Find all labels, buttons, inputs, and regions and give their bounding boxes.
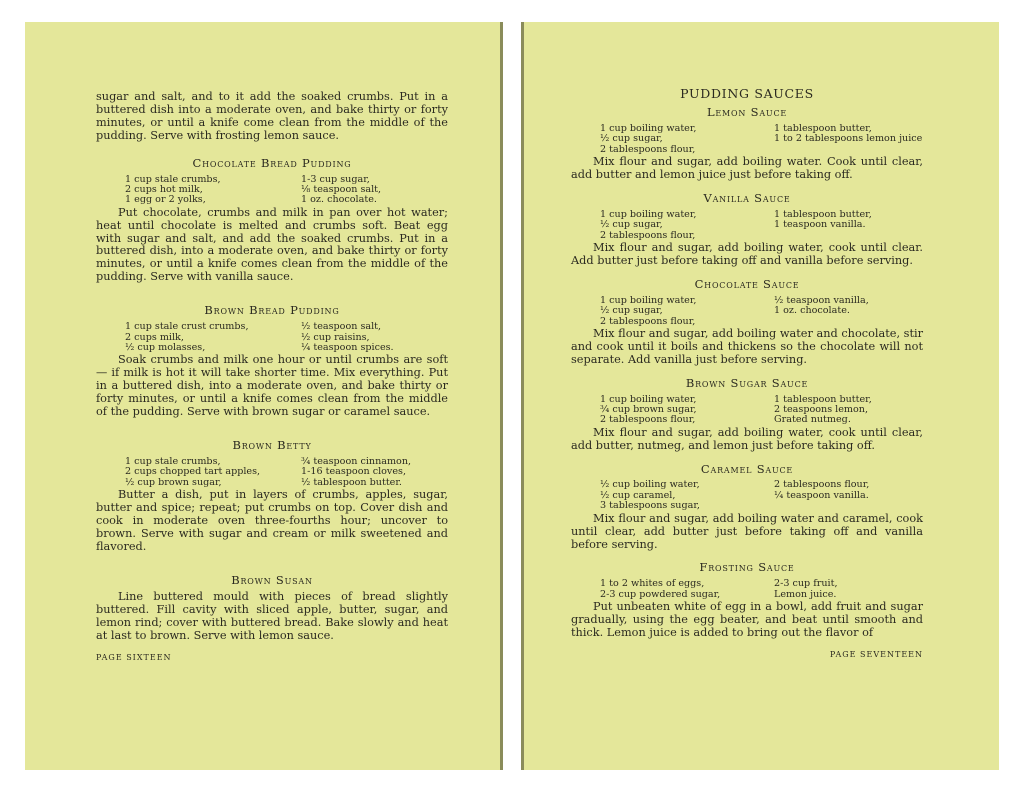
recipe-directions: Put unbeaten white of egg in a bowl, add fruit and sugar gradually, using the egg beater, and beat until smooth and thick. Lemon juice is added to bring out the flavor of: [571, 600, 923, 639]
ingredient: Lemon juice.: [774, 588, 837, 600]
recipe-directions: Soak crumbs and milk one hour or until crumbs are soft — if milk is hot it will take shorter time. Mix everything. Put in a buttered dish, into a moderate oven, and bake thirty or forty minutes, or until a knife comes clean from the middle of the pudding. Serve with brown sugar or caramel sauce.: [96, 353, 448, 418]
right-page: [521, 22, 999, 770]
ingredient: 2 tablespoons flour,: [600, 414, 696, 426]
recipe-chocolate-sauce: [571, 278, 923, 367]
ingredient-list: [571, 124, 923, 155]
ingredient: [774, 231, 923, 241]
recipe-title: Brown Betty: [232, 437, 312, 452]
ingredient: 1 oz. chocolate.: [774, 305, 850, 317]
ingredient: ½ teaspoon salt,: [301, 321, 382, 333]
page-number: PAGE SIXTEEN: [96, 653, 172, 663]
recipe-directions: Line buttered mould with pieces of bread slightly buttered. Fill cavity with sliced apple, butter, sugar, and lemon rind; cover with buttered bread. Bake slowly and heat at last to brown. Serve with lemon sauce.: [96, 590, 448, 643]
ingredient: ¼ teaspoon spices.: [301, 341, 394, 353]
left-page-column: [96, 91, 448, 665]
ingredient: 2 tablespoons flour,: [600, 315, 696, 327]
ingredient: ½ cup molasses,: [125, 341, 206, 353]
recipe-brown-sugar-sauce: [571, 377, 923, 453]
ingredient: 1 cup stale crust crumbs,: [125, 321, 249, 333]
ingredient: 3 tablespoons sugar,: [600, 500, 700, 512]
ingredient: 1 teaspoon vanilla.: [774, 219, 866, 231]
intro-paragraph: sugar and salt, and to it add the soaked crumbs. Put in a buttered dish into a moderate oven, and bake thirty or forty minutes, or until a knife come clean from the middle of the pudding. Serve with frosting lemon sauce.: [96, 90, 448, 142]
recipe-title: Brown Bread Pudding: [204, 303, 340, 318]
ingredient-list: [96, 175, 448, 206]
recipe-directions: Mix flour and sugar, add boiling water, cook until clear, add butter, nutmeg, and lemon just before taking off.: [571, 425, 923, 452]
recipe-title: Brown Sugar Sauce: [685, 375, 809, 390]
left-page: [25, 22, 503, 770]
ingredient-list: [571, 210, 923, 241]
ingredient: 1 to 2 tablespoons lemon juice: [774, 133, 923, 145]
ingredient: 1 cup boiling water,: [600, 294, 697, 306]
recipe-frosting-sauce: [571, 561, 923, 639]
recipe-title: Frosting Sauce: [699, 560, 795, 575]
recipe-title: Lemon Sauce: [706, 104, 788, 119]
page-number: PAGE SEVENTEEN: [829, 649, 923, 659]
recipe-title: Brown Susan: [231, 572, 313, 587]
ingredient: Grated nutmeg.: [774, 414, 851, 426]
ingredient: 1 cup boiling water,: [600, 393, 697, 405]
ingredient: ½ teaspoon vanilla,: [774, 294, 869, 306]
recipe-brown-betty: [96, 439, 448, 554]
ingredient-list: [571, 395, 923, 426]
ingredient: 2 tablespoons flour,: [600, 229, 696, 241]
ingredient: [774, 145, 923, 155]
ingredient-list: [96, 457, 448, 488]
ingredient: 1 egg or 2 yolks,: [125, 194, 206, 206]
ingredient: [774, 317, 923, 327]
ingredient: ½ cup sugar,: [600, 133, 663, 145]
ingredient: ¼ teaspoon vanilla.: [774, 489, 869, 501]
recipe-directions: Mix flour and sugar, add boiling water and chocolate, stir and cook until it boils and thickens so the chocolate will not separate. Add vanilla just before serving.: [571, 326, 923, 366]
ingredient: ⅛ teaspoon salt,: [301, 183, 382, 195]
recipe-directions: Butter a dish, put in layers of crumbs, apples, sugar, butter and spice; repeat; put crumbs on top. Cover dish and cook in moderate oven three-fourths hour; uncover to brown. Serve with sugar and cream or milk sweetened and flavored.: [96, 487, 448, 553]
ingredient: 2 cups chopped tart apples,: [125, 466, 261, 478]
ingredient-list: [96, 322, 448, 353]
ingredient: 1 tablespoon butter,: [774, 122, 872, 134]
recipe-directions: Put chocolate, crumbs and milk in pan over hot water; heat until chocolate is melted and crumbs soft. Beat egg with sugar and salt, and add the soaked crumbs. Put in a buttered dish, into a moderate oven, and bake thirty or forty minutes, or until a knife comes clean from the middle of the pudding. Serve with vanilla sauce.: [96, 205, 448, 284]
ingredient: 1-3 cup sugar,: [301, 173, 370, 185]
ingredient: 1 cup stale crumbs,: [125, 173, 221, 185]
ingredient: ½ cup sugar,: [600, 219, 663, 231]
ingredient-list: [571, 579, 923, 600]
ingredient: 1 tablespoon butter,: [774, 208, 872, 220]
ingredient: 2 tablespoons flour,: [600, 143, 696, 155]
recipe-brown-bread-pudding: [96, 304, 448, 419]
ingredient: ¾ teaspoon cinnamon,: [301, 455, 412, 467]
ingredient: 1 oz. chocolate.: [301, 194, 377, 206]
ingredient: ½ cup raisins,: [301, 331, 370, 343]
ingredient: [774, 501, 923, 511]
recipe-vanilla-sauce: [571, 192, 923, 268]
ingredient: ½ cup brown sugar,: [125, 476, 222, 488]
right-page-column: [571, 88, 923, 662]
ingredient: 1 to 2 whites of eggs,: [600, 578, 705, 590]
recipe-title: Caramel Sauce: [700, 461, 794, 476]
recipe-chocolate-bread-pudding: [96, 157, 448, 285]
ingredient: 1 cup boiling water,: [600, 208, 697, 220]
ingredient: 1-16 teaspoon cloves,: [301, 466, 406, 478]
ingredient: ½ cup sugar,: [600, 305, 663, 317]
ingredient: ½ cup boiling water,: [600, 479, 700, 491]
ingredient: ½ tablespoon butter.: [301, 476, 402, 488]
ingredient: 2 cups milk,: [125, 331, 184, 343]
recipe-lemon-sauce: [571, 106, 923, 182]
ingredient: 2-3 cup fruit,: [774, 578, 838, 590]
page-title: PUDDING SAUCES: [680, 86, 814, 101]
recipe-title: Chocolate Sauce: [694, 276, 800, 291]
recipe-title: Vanilla Sauce: [703, 190, 791, 205]
ingredient: 2 cups hot milk,: [125, 183, 203, 195]
recipe-title: Chocolate Bread Pudding: [192, 155, 352, 170]
recipe-caramel-sauce: [571, 463, 923, 552]
recipe-directions: Mix flour and sugar, add boiling water. Cook until clear, add butter and lemon juice just before taking off.: [571, 155, 923, 181]
ingredient: 2-3 cup powdered sugar,: [600, 588, 721, 600]
ingredient: 1 tablespoon butter,: [774, 393, 872, 405]
ingredient: 2 teaspoons lemon,: [774, 403, 869, 415]
ingredient-list: [571, 296, 923, 327]
recipe-directions: Mix flour and sugar, add boiling water and caramel, cook until clear, add butter just before taking off and vanilla before serving.: [571, 511, 923, 551]
ingredient: 1 cup boiling water,: [600, 122, 697, 134]
ingredient: ½ cup caramel,: [600, 489, 676, 501]
recipe-brown-susan: [96, 574, 448, 644]
ingredient: 1 cup stale crumbs,: [125, 455, 221, 467]
ingredient: ¾ cup brown sugar,: [600, 403, 697, 415]
ingredient-list: [571, 480, 923, 511]
ingredient: 2 tablespoons flour,: [774, 479, 870, 491]
recipe-directions: Mix flour and sugar, add boiling water, cook until clear. Add butter just before taking off and vanilla before serving.: [571, 240, 923, 267]
